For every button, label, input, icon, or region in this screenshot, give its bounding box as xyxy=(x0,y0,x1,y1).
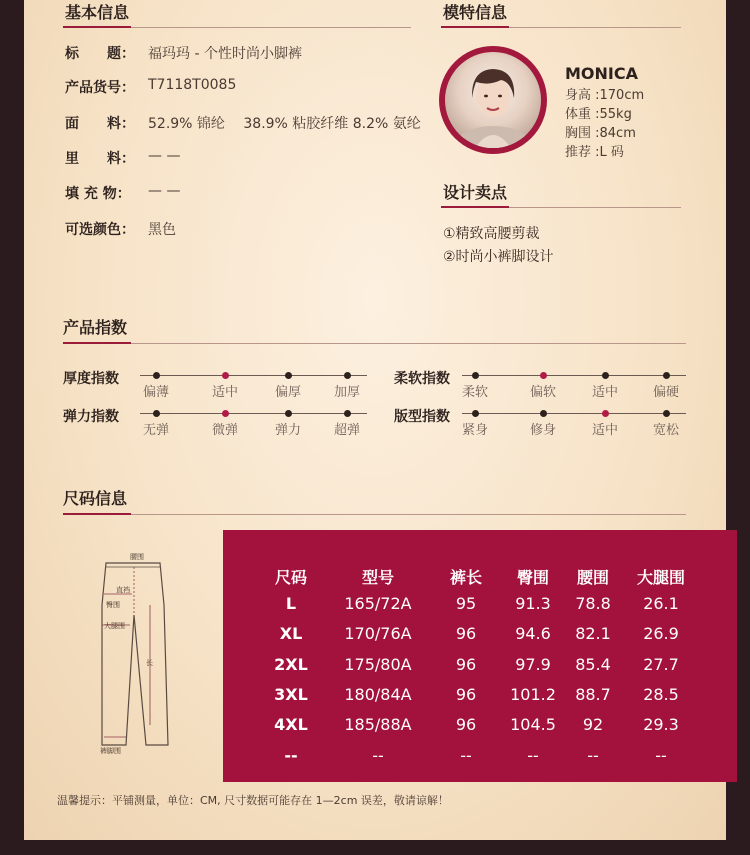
size-table-cell: 29.3 xyxy=(643,715,679,734)
index-label: 柔软指数 xyxy=(394,371,450,387)
design-title: 设计卖点 xyxy=(443,183,508,202)
size-table-cell: 82.1 xyxy=(575,624,611,643)
index-marker xyxy=(344,372,351,379)
index-option-label: 无弹 xyxy=(142,423,169,438)
design-feature-2: ②时尚小裤脚设计 xyxy=(443,249,554,265)
left-frame xyxy=(0,0,24,855)
index-option-label: 微弹 xyxy=(211,423,238,438)
size-table-cell: 26.1 xyxy=(643,594,679,613)
model-avatar xyxy=(439,46,547,154)
size-table-cell: 175/80A xyxy=(344,655,412,674)
size-table-cell: 94.6 xyxy=(515,624,551,643)
size-table-cell: -- xyxy=(460,746,472,765)
basic-info-label: 可选颜色： xyxy=(65,222,135,238)
index-option-label: 偏薄 xyxy=(142,385,169,400)
index-option-label: 超弹 xyxy=(333,423,360,438)
diagram-hem-label: 裤脚围 xyxy=(100,747,121,755)
size-table-size-cell: 3XL xyxy=(274,685,308,704)
size-table-cell: 170/76A xyxy=(344,624,412,643)
model-info-rule-accent xyxy=(441,26,509,28)
size-info-title: 尺码信息 xyxy=(63,489,128,508)
size-table-header: 腰围 xyxy=(576,568,609,587)
index-option-label: 适中 xyxy=(591,423,618,438)
size-table-cell: 27.7 xyxy=(643,655,679,674)
diagram-thigh-label: 大腿围 xyxy=(104,622,125,630)
size-table-cell: 95 xyxy=(455,594,477,613)
basic-info-label: 产品货号： xyxy=(65,80,135,96)
basic-info-label: 标 题： xyxy=(65,46,135,62)
model-recommend-size: 推荐 :L 码 xyxy=(565,145,624,160)
index-option-label: 紧身 xyxy=(461,423,488,438)
product-index-rule-accent xyxy=(63,342,131,344)
size-table-size-cell: XL xyxy=(279,624,303,643)
product-index-rule xyxy=(131,343,686,344)
index-marker-selected xyxy=(540,372,547,379)
basic-info-row xyxy=(65,113,421,133)
size-table-cell: 185/88A xyxy=(344,715,412,734)
size-table-header: 尺码 xyxy=(274,568,307,587)
design-rule xyxy=(509,207,681,208)
size-table-cell: 104.5 xyxy=(510,715,556,734)
model-weight: 体重 :55kg xyxy=(565,107,632,122)
model-info-title: 模特信息 xyxy=(443,3,508,22)
index-option-label: 柔软 xyxy=(461,385,488,400)
index-option-label: 弹力 xyxy=(274,423,301,438)
basic-info-value: 52.9% 锦纶 38.9% 粘胶纤维 8.2% 氨纶 xyxy=(148,116,421,132)
size-table-size-cell: -- xyxy=(284,746,298,765)
size-table-header: 臀围 xyxy=(516,568,549,587)
basic-info-label: 填 充 物： xyxy=(65,186,131,202)
basic-info-label: 面 料： xyxy=(65,116,135,132)
basic-info-row xyxy=(65,77,236,97)
size-table-header: 大腿围 xyxy=(636,568,685,587)
index-label: 厚度指数 xyxy=(63,371,119,387)
diagram-hip-label: 臀围 xyxy=(106,601,120,609)
index-scale-line xyxy=(140,375,367,376)
basic-info-row xyxy=(65,148,180,168)
model-name: MONICA xyxy=(565,64,638,83)
design-rule-accent xyxy=(441,206,509,208)
basic-info-value: — — xyxy=(148,183,181,199)
size-table-cell: 26.9 xyxy=(643,624,679,643)
diagram-rise-label: 直裆 xyxy=(116,586,130,594)
size-table-header: 型号 xyxy=(361,568,394,587)
index-marker xyxy=(663,372,670,379)
index-marker xyxy=(285,372,292,379)
size-table-cell: 97.9 xyxy=(515,655,551,674)
index-marker xyxy=(153,372,160,379)
basic-info-rule xyxy=(131,27,411,28)
index-option-label: 偏硬 xyxy=(652,385,679,400)
bottom-frame xyxy=(0,840,750,855)
index-marker xyxy=(540,410,547,417)
basic-info-row xyxy=(65,43,302,63)
size-table-cell: 28.5 xyxy=(643,685,679,704)
index-marker xyxy=(663,410,670,417)
index-scale-line xyxy=(462,375,686,376)
size-table-size-cell: 4XL xyxy=(274,715,308,734)
size-table xyxy=(223,530,737,782)
basic-info-value: 黑色 xyxy=(148,222,176,238)
size-table-cell: 96 xyxy=(455,685,477,704)
index-marker xyxy=(472,372,479,379)
index-option-label: 宽松 xyxy=(652,423,679,438)
size-table-header: 裤长 xyxy=(449,568,482,587)
size-table-cell: 88.7 xyxy=(575,685,611,704)
index-option-label: 偏软 xyxy=(529,385,556,400)
size-table-cell: -- xyxy=(372,746,384,765)
size-table-cell: 96 xyxy=(455,624,477,643)
index-marker xyxy=(344,410,351,417)
basic-info-value: — — xyxy=(148,148,181,164)
size-table-cell: 85.4 xyxy=(575,655,611,674)
size-table-cell: -- xyxy=(527,746,539,765)
size-table-size-cell: L xyxy=(285,594,297,613)
index-marker-selected xyxy=(602,410,609,417)
size-table-cell: 101.2 xyxy=(510,685,556,704)
size-table-cell: 96 xyxy=(455,715,477,734)
diagram-length-label: 长 xyxy=(146,659,153,667)
model-bust: 胸围 :84cm xyxy=(565,126,636,141)
model-height: 身高 :170cm xyxy=(565,88,645,103)
size-info-rule-accent xyxy=(63,513,131,515)
index-scale-line xyxy=(462,413,686,414)
basic-info-row xyxy=(65,183,180,203)
index-option-label: 偏厚 xyxy=(274,385,301,400)
index-marker xyxy=(602,372,609,379)
size-table-cell: 180/84A xyxy=(344,685,412,704)
index-marker-selected xyxy=(222,372,229,379)
index-label: 版型指数 xyxy=(394,409,450,425)
size-table-cell: 96 xyxy=(455,655,477,674)
size-table-cell: 91.3 xyxy=(515,594,551,613)
diagram-waist-label: 腰围 xyxy=(130,553,144,561)
product-index-title: 产品指数 xyxy=(63,318,128,337)
model-info-rule xyxy=(509,27,681,28)
index-scale-line xyxy=(140,413,367,414)
size-table-cell: -- xyxy=(655,746,667,765)
index-option-label: 加厚 xyxy=(333,385,360,400)
index-label: 弹力指数 xyxy=(63,409,119,425)
size-table-cell: 92 xyxy=(582,715,604,734)
basic-info-label: 里 料： xyxy=(65,151,135,167)
measurement-note: 温馨提示：平铺测量，单位：CM, 尺寸数据可能存在 1—2cm 误差，敬请谅解！ xyxy=(57,794,449,807)
index-marker xyxy=(285,410,292,417)
index-marker xyxy=(472,410,479,417)
size-table-cell: -- xyxy=(587,746,599,765)
design-feature-1: ①精致高腰剪裁 xyxy=(443,226,540,242)
basic-info-rule-accent xyxy=(63,26,131,28)
basic-info-value: 福玛玛 - 个性时尚小脚裤 xyxy=(148,46,302,62)
index-option-label: 修身 xyxy=(529,423,556,438)
size-info-rule xyxy=(131,514,686,515)
index-marker-selected xyxy=(222,410,229,417)
size-table-cell: 165/72A xyxy=(344,594,412,613)
index-option-label: 适中 xyxy=(591,385,618,400)
basic-info-row xyxy=(65,219,176,239)
size-table-size-cell: 2XL xyxy=(274,655,308,674)
size-table-cell: 78.8 xyxy=(575,594,611,613)
basic-info-title: 基本信息 xyxy=(65,3,130,22)
index-marker xyxy=(153,410,160,417)
pants-measure-diagram xyxy=(90,545,190,760)
index-option-label: 适中 xyxy=(211,385,238,400)
basic-info-value: T7118T0085 xyxy=(148,77,237,93)
